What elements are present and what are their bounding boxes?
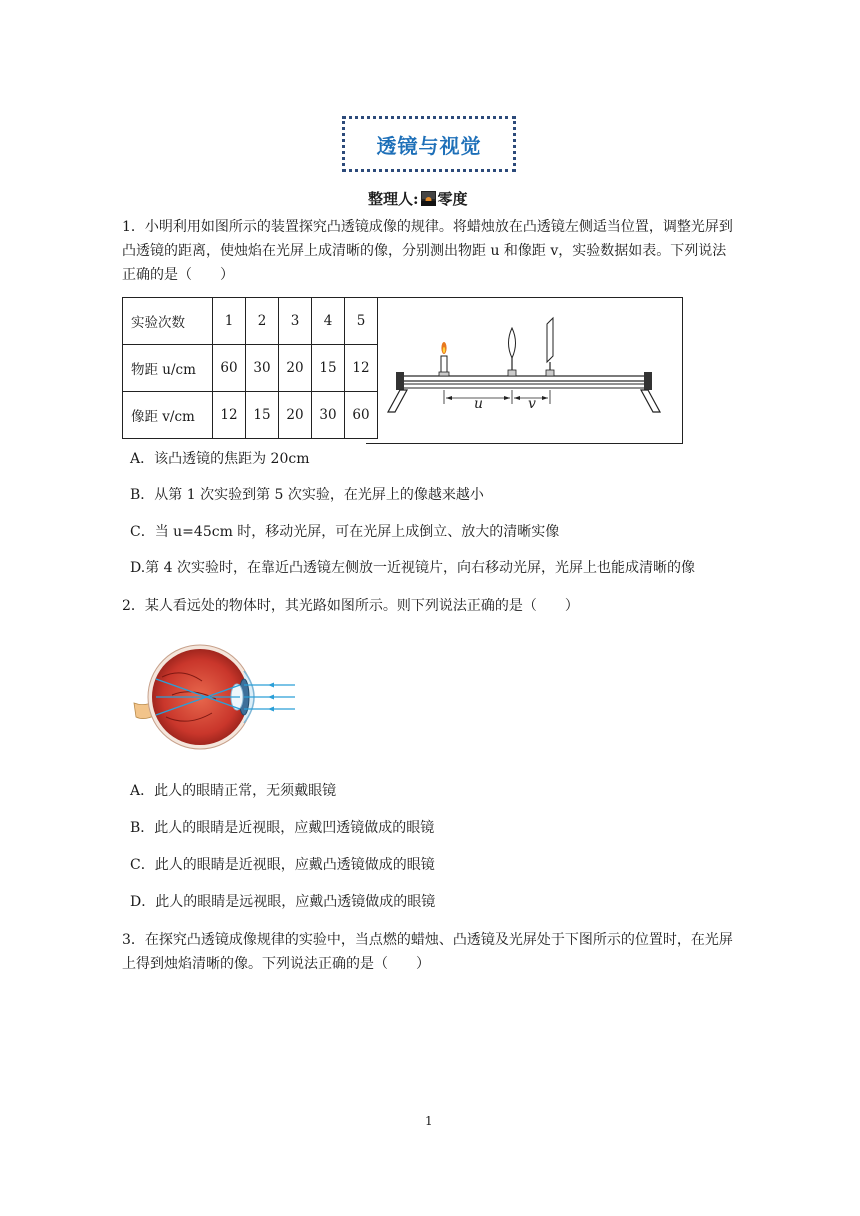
light-screen-icon xyxy=(546,318,554,376)
table-cell: 像距 v/cm xyxy=(123,392,213,439)
q2-option-a: A．此人的眼睛正常，无须戴眼镜 xyxy=(130,783,337,799)
page-title: 透镜与视觉 xyxy=(376,133,482,158)
question-1-text: 1．小明利用如图所示的装置探究凸透镜成像的规律。将蜡烛放在凸透镜左侧适当位置，调整光屏到凸透镜的距离，使烛焰在光屏上成清晰的像，分别测出物距 u 和像距 v，实验数据如表。下列说法正确的是（ ） xyxy=(122,219,733,283)
organizer-label: 整理人: xyxy=(368,190,419,208)
optical-bench-drawing xyxy=(366,298,683,445)
question-2-text: 2．某人看远处的物体时，其光路如图所示。则下列说法正确的是（ ） xyxy=(122,598,579,614)
table-cell: 20 xyxy=(279,345,312,392)
optical-bench-figure xyxy=(366,297,683,444)
question-3-text: 3．在探究凸透镜成像规律的实验中，当点燃的蜡烛、凸透镜及光屏处于下图所示的位置时，在光屏上得到烛焰清晰的像。下列说法正确的是（ ） xyxy=(122,932,733,972)
q1-option-c: C．当 u=45cm 时，移动光屏，可在光屏上成倒立、放大的清晰实像 xyxy=(130,524,560,540)
table-cell: 15 xyxy=(246,392,279,439)
table-cell: 60 xyxy=(213,345,246,392)
table-cell: 30 xyxy=(246,345,279,392)
q1-option-b: B．从第 1 次实验到第 5 次实验，在光屏上的像越来越小 xyxy=(130,487,484,503)
organizer-line xyxy=(368,188,468,209)
table-cell: 30 xyxy=(312,392,345,439)
table-row xyxy=(123,392,378,439)
table-cell: 12 xyxy=(345,345,378,392)
u-label: u xyxy=(474,396,484,412)
organizer-avatar-icon xyxy=(421,191,436,206)
candle-icon xyxy=(439,342,449,376)
table-header-cell: 4 xyxy=(312,298,345,345)
table-cell: 12 xyxy=(213,392,246,439)
organizer-name: 零度 xyxy=(437,190,468,208)
q2-option-d: D．此人的眼睛是远视眼，应戴凸透镜做成的眼镜 xyxy=(130,894,436,910)
q1-option-d: D.第 4 次实验时，在靠近凸透镜左侧放一近视镜片，向右移动光屏，光屏上也能成清晰的像 xyxy=(130,560,695,576)
table-cell: 20 xyxy=(279,392,312,439)
v-label: v xyxy=(528,396,536,412)
table-row xyxy=(123,298,378,345)
convex-lens-icon xyxy=(508,328,516,376)
table-cell: 物距 u/cm xyxy=(123,345,213,392)
q2-option-b: B．此人的眼睛是近视眼，应戴凹透镜做成的眼镜 xyxy=(130,820,435,836)
table-header-cell: 实验次数 xyxy=(123,298,213,345)
table-header-cell: 5 xyxy=(345,298,378,345)
table-cell: 15 xyxy=(312,345,345,392)
table-header-cell: 2 xyxy=(246,298,279,345)
table-cell: 60 xyxy=(345,392,378,439)
table-header-cell: 1 xyxy=(213,298,246,345)
page-number: 1 xyxy=(425,1114,433,1128)
q1-option-a: A．该凸透镜的焦距为 20cm xyxy=(130,451,310,467)
experiment-data-table xyxy=(122,297,378,439)
eye-diagram xyxy=(132,637,302,755)
table-row xyxy=(123,345,378,392)
title-box xyxy=(342,116,516,172)
q2-option-c: C．此人的眼睛是近视眼，应戴凸透镜做成的眼镜 xyxy=(130,857,435,873)
table-header-cell: 3 xyxy=(279,298,312,345)
